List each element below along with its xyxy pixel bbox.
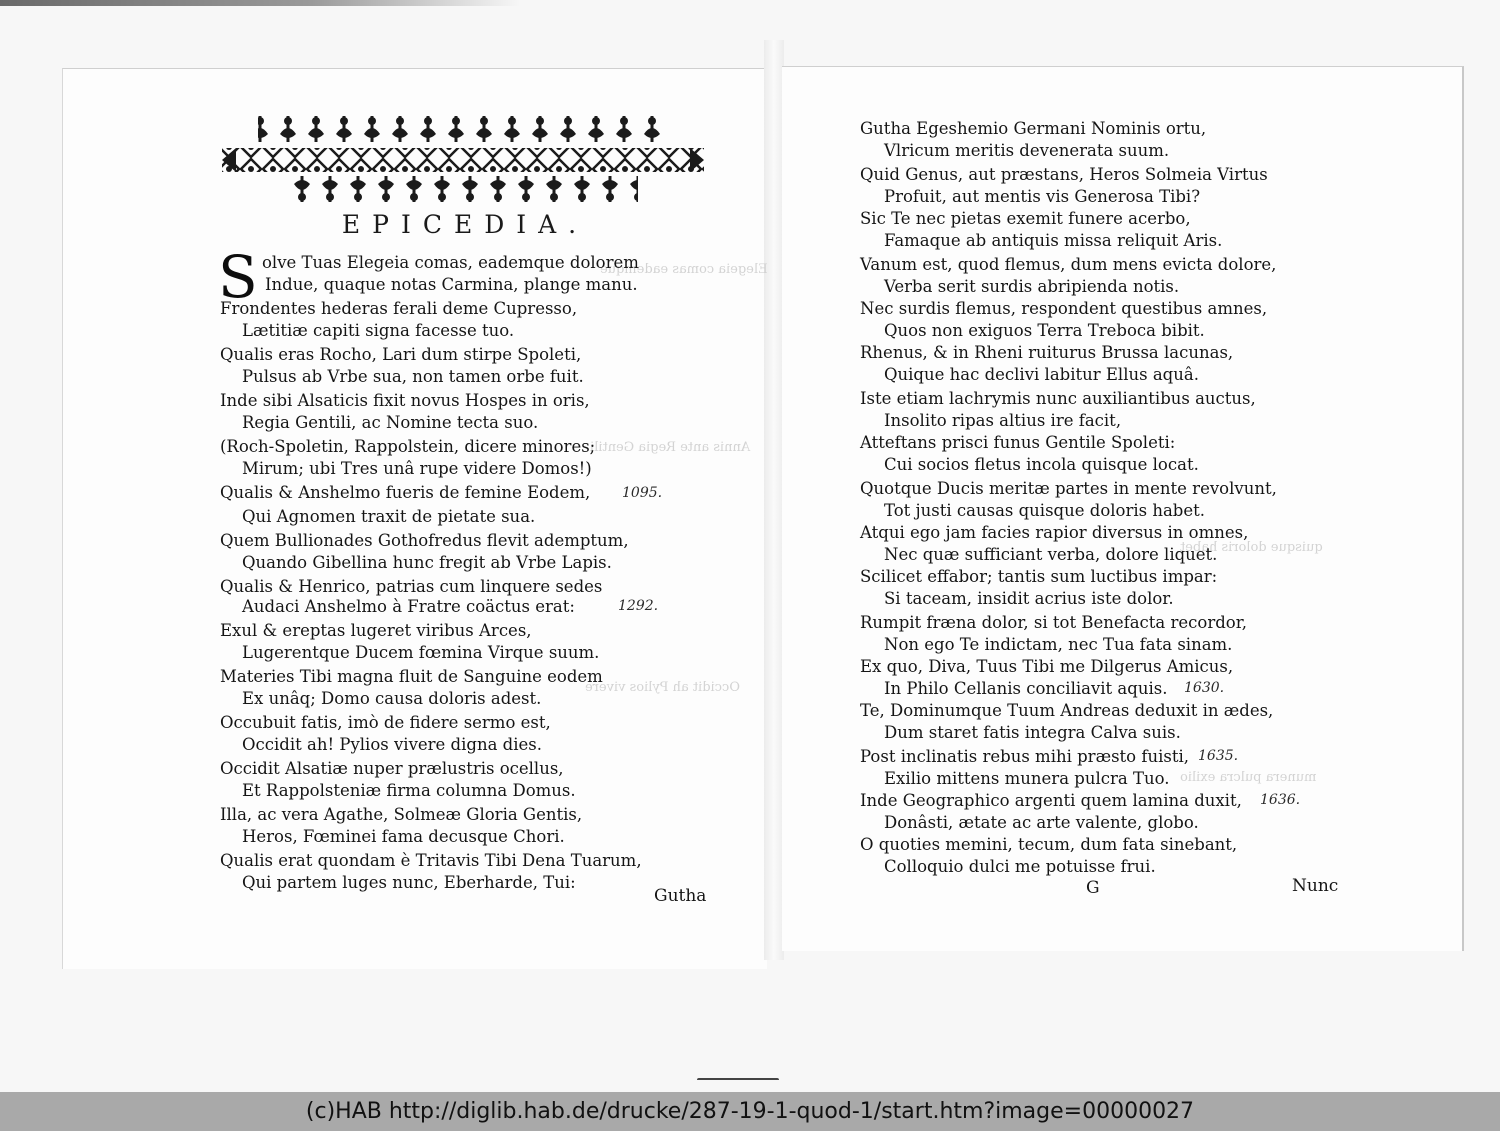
verse-line: Inde sibi Alsaticis fixit novus Hospes in oris, — [220, 391, 590, 410]
verse-line: Qualis & Henrico, patrias cum linquere sedes — [220, 577, 603, 596]
year-margin-note: 1630. — [1184, 680, 1225, 696]
verse-line: Sic Te nec pietas exemit funere acerbo, — [860, 209, 1191, 228]
verse-line: Et Rappolsteniæ firma columna Domus. — [242, 781, 576, 800]
show-through: quisque doloris habet — [1180, 540, 1323, 555]
verse-line: Quem Bullionades Gothofredus flevit ademptum, — [220, 531, 629, 550]
copyright-footer: (c)HAB http://diglib.hab.de/drucke/287-19-1-quod-1/start.htm?image=00000027 — [0, 1092, 1500, 1131]
verse-line: Non ego Te indictam, nec Tua fata sinam. — [884, 635, 1233, 654]
verse-line: Te, Dominumque Tuum Andreas deduxit in ædes, — [860, 701, 1274, 720]
verse-line: Quique hac declivi labitur Ellus aquâ. — [884, 365, 1199, 384]
verse-line: O quoties memini, tecum, dum fata sinebant, — [860, 835, 1238, 854]
verse-line: Gutha Egeshemio Germani Nominis ortu, — [860, 119, 1207, 138]
verse-line: Verba serit surdis abripienda notis. — [884, 277, 1180, 296]
verse-line: Atqui ego jam facies rapior diversus in omnes, — [860, 523, 1249, 542]
signature-mark: G — [1086, 878, 1100, 898]
verse-line: Frondentes hederas ferali deme Cupresso, — [220, 299, 578, 318]
verse-line: olve Tuas Elegeia comas, eademque dolorem — [262, 253, 639, 272]
scan-edge-artifact — [0, 0, 520, 6]
year-margin-note: 1635. — [1198, 748, 1239, 764]
verse-line: Rhenus, & in Rheni ruiturus Brussa lacunas, — [860, 343, 1234, 362]
verse-line: Inde Geographico argenti quem lamina duxit, — [860, 791, 1242, 810]
verse-line: Qui Agnomen traxit de pietate sua. — [242, 507, 536, 526]
printers-ornament — [218, 114, 708, 210]
verse-line: Illa, ac vera Agathe, Solmeæ Gloria Gentis, — [220, 805, 583, 824]
scan-edge-artifact — [697, 1078, 779, 1083]
show-through: Elegeia comas eademque — [600, 262, 768, 277]
catchword: Gutha — [654, 886, 707, 906]
verse-line: Occubuit fatis, imò de fidere sermo est, — [220, 713, 551, 732]
show-through: Annis ante Regia Gentili — [590, 440, 751, 455]
drop-cap: S — [218, 243, 258, 311]
book-gutter — [764, 40, 784, 960]
show-through: munera pulcra exilio — [1180, 770, 1317, 785]
verse-line: (Roch-Spoletin, Rappolstein, dicere minores; — [220, 437, 596, 456]
verse-line: Audaci Anshelmo à Fratre coäctus erat: — [242, 597, 575, 616]
verse-line: Insolito ripas altius ire facit, — [884, 411, 1122, 430]
verse-line: Tot justi causas quisque doloris habet. — [884, 501, 1206, 520]
verse-line: Qualis & Anshelmo fueris de femine Eodem, — [220, 483, 591, 502]
verse-line: Exul & ereptas lugeret viribus Arces, — [220, 621, 532, 640]
verse-line: Cui socios fletus incola quisque locat. — [884, 455, 1199, 474]
verse-line: Quotque Ducis meritæ partes in mente revolvunt, — [860, 479, 1277, 498]
verse-line: Dum staret fatis integra Calva suis. — [884, 723, 1181, 742]
verse-line: Nec quæ sufficiant verba, dolore liquet. — [884, 545, 1218, 564]
verse-line: Post inclinatis rebus mihi præsto fuisti, — [860, 747, 1189, 766]
verse-line: Quos non exiguos Terra Treboca bibit. — [884, 321, 1205, 340]
verse-line: Occidit Alsatiæ nuper prælustris ocellus, — [220, 759, 564, 778]
verse-line: Ex unâq; Domo causa doloris adest. — [242, 689, 542, 708]
verse-line: Materies Tibi magna fluit de Sanguine eodem — [220, 667, 603, 686]
verse-line: Famaque ab antiquis missa reliquit Aris. — [884, 231, 1223, 250]
verse-line: Vlricum meritis devenerata suum. — [884, 141, 1170, 160]
verse-line: Mirum; ubi Tres unâ rupe videre Domos!) — [242, 459, 592, 478]
verse-line: Exilio mittens munera pulcra Tuo. — [884, 769, 1170, 788]
page-heading: EPICEDIA. — [341, 210, 589, 239]
verse-line: Lætitiæ capiti signa facesse tuo. — [242, 321, 515, 340]
verse-line: Qui partem luges nunc, Eberharde, Tui: — [242, 873, 576, 892]
verse-line: Profuit, aut mentis vis Generosa Tibi? — [884, 187, 1201, 206]
year-margin-note: 1095. — [622, 485, 663, 501]
show-through: Occidit ah Pylios vivere — [585, 680, 740, 695]
verse-line: Heros, Fœminei fama decusque Chori. — [242, 827, 565, 846]
verse-line: Rumpit fræna dolor, si tot Benefacta recordor, — [860, 613, 1248, 632]
verse-line: Nec surdis flemus, respondent questibus amnes, — [860, 299, 1268, 318]
catchword: Nunc — [1292, 876, 1339, 896]
verse-line: Qualis eras Rocho, Lari dum stirpe Spoleti, — [220, 345, 582, 364]
verse-line: Si taceam, insidit acrius iste dolor. — [884, 589, 1174, 608]
verse-line: Pulsus ab Vrbe sua, non tamen orbe fuit. — [242, 367, 584, 386]
verse-line: Regia Gentili, ac Nomine tecta suo. — [242, 413, 539, 432]
verse-line: Quando Gibellina hunc fregit ab Vrbe Lapis. — [242, 553, 612, 572]
verse-line: Vanum est, quod flemus, dum mens evicta dolore, — [860, 255, 1277, 274]
verse-line: Iste etiam lachrymis nunc auxiliantibus auctus, — [860, 389, 1256, 408]
verse-line: Lugerentque Ducem fœmina Virque suum. — [242, 643, 600, 662]
verse-line: Qualis erat quondam è Tritavis Tibi Dena Tuarum, — [220, 851, 642, 870]
year-margin-note: 1636. — [1260, 792, 1301, 808]
verse-line: Atteftans prisci funus Gentile Spoleti: — [860, 433, 1176, 452]
verse-line: Occidit ah! Pylios vivere digna dies. — [242, 735, 542, 754]
verse-line: Ex quo, Diva, Tuus Tibi me Dilgerus Amicus, — [860, 657, 1234, 676]
verse-line: In Philo Cellanis conciliavit aquis. — [884, 679, 1168, 698]
verse-line: Donâsti, ætate ac arte valente, globo. — [884, 813, 1199, 832]
verse-line: Indue, quaque notas Carmina, plange manu. — [265, 275, 638, 294]
verse-line: Scilicet effabor; tantis sum luctibus impar: — [860, 567, 1218, 586]
verse-line: Colloquio dulci me potuisse frui. — [884, 857, 1156, 876]
verse-line: Quid Genus, aut præstans, Heros Solmeia Virtus — [860, 165, 1268, 184]
year-margin-note: 1292. — [618, 598, 659, 614]
